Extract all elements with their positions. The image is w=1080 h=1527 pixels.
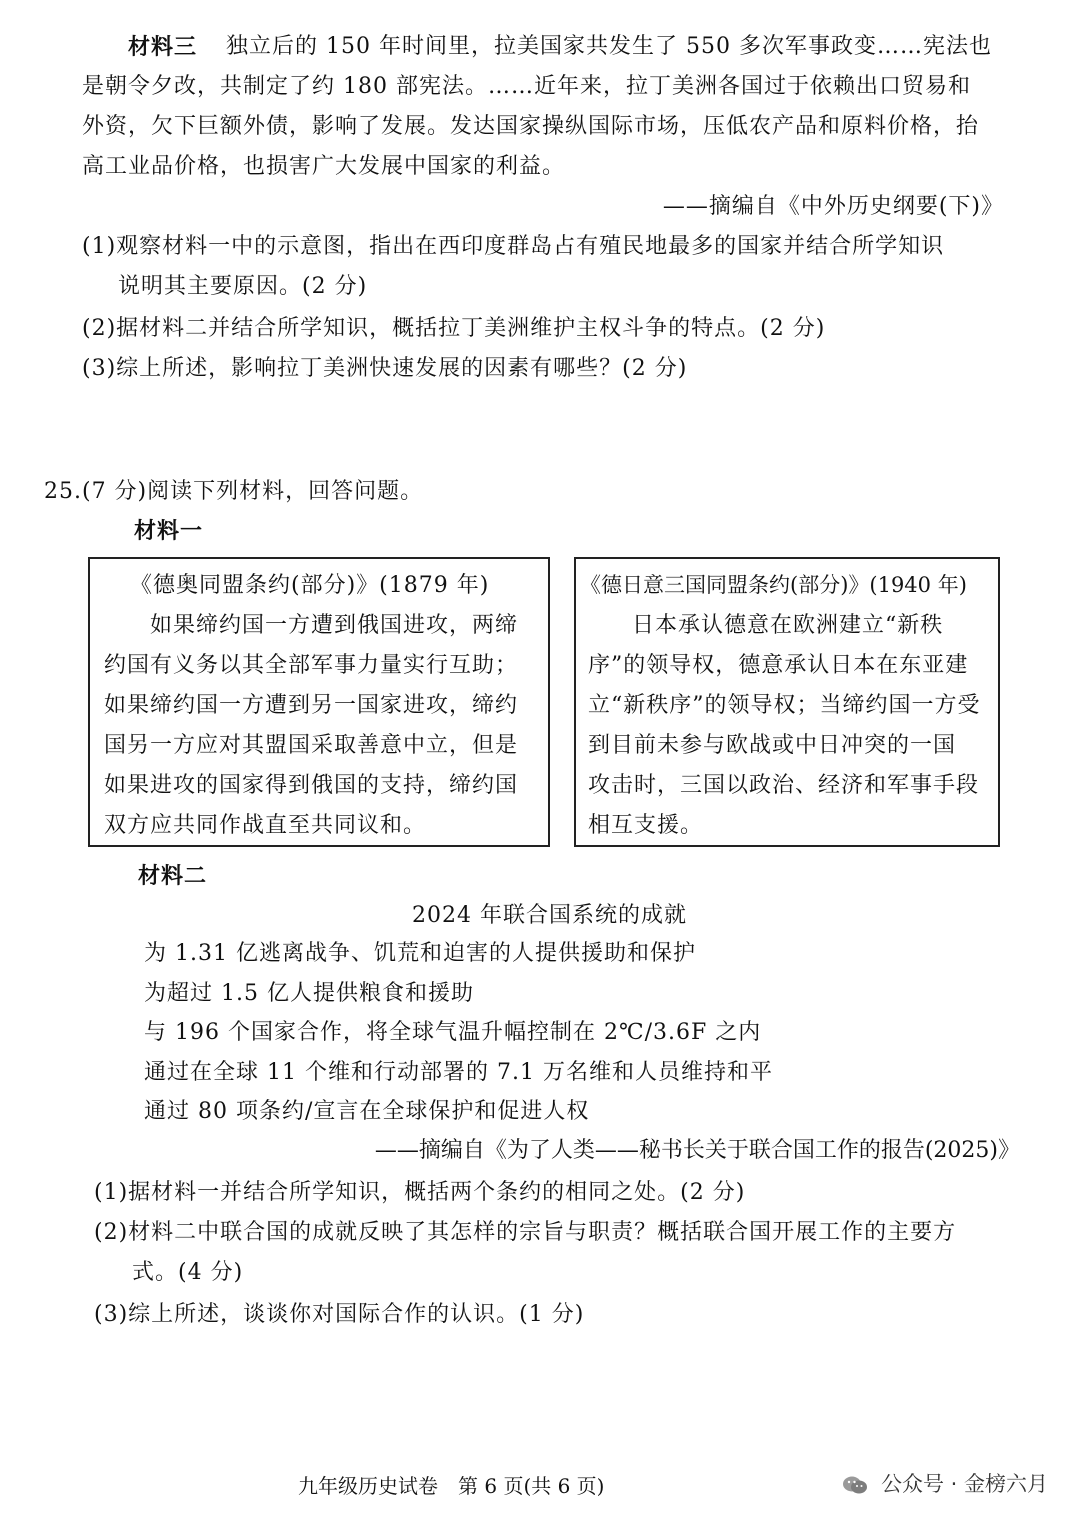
treaty-1-line: 如果进攻的国家得到俄国的支持，缔约国 [104, 773, 519, 798]
material-2-item: 为超过 1.5 亿人提供粮食和援助 [144, 981, 474, 1006]
treaty-2-line: 攻击时，三国以政治、经济和军事手段 [588, 773, 980, 798]
material-2-title: 2024 年联合国系统的成就 [412, 903, 687, 928]
treaty-2-line: 序”的领导权，德意承认日本在东亚建 [588, 653, 969, 678]
treaty-2-line: 到目前未参与欧战或中日冲突的一国 [588, 733, 957, 758]
question-24-2: (2)据材料二并结合所学知识，概括拉丁美洲维护主权斗争的特点。(2 分) [82, 316, 826, 341]
treaty-1-line: 如果缔约国一方遭到另一国家进攻，缔约 [104, 693, 519, 718]
treaty-2-line: 立“新秩序”的领导权；当缔约国一方受 [588, 693, 981, 718]
material-3-line: 独立后的 150 年时间里，拉美国家共发生了 550 多次军事政变……宪法也 [226, 34, 992, 59]
page-footer: 九年级历史试卷 第 6 页(共 6 页) [298, 1474, 605, 1498]
material-2-item: 通过 80 项条约/宣言在全球保护和促进人权 [144, 1099, 590, 1124]
question-25-3: (3)综上所述，谈谈你对国际合作的认识。(1 分) [94, 1302, 585, 1327]
treaty-1-line: 约国有义务以其全部军事力量实行互助； [104, 653, 519, 678]
material-3-line: 外资，欠下巨额外债，影响了发展。发达国家操纵国际市场，压低农产品和原料价格，抬 [82, 114, 980, 139]
treaty-box-2 [574, 557, 1000, 847]
treaty-2-line: 日本承认德意在欧洲建立“新秩 [632, 613, 944, 638]
material-2-item: 与 196 个国家合作，将全球气温升幅控制在 2℃/3.6F 之内 [144, 1020, 762, 1045]
treaty-1-title: 《德奥同盟条约(部分)》(1879 年) [130, 573, 490, 598]
material-2-source: ——摘编自《为了人类——秘书长关于联合国工作的报告(2025)》 [374, 1138, 1020, 1163]
watermark [842, 1468, 1048, 1498]
question-25-header: 25.(7 分)阅读下列材料，回答问题。 [44, 479, 424, 504]
question-24-1: (1)观察材料一中的示意图，指出在西印度群岛占有殖民地最多的国家并结合所学知识 [82, 234, 945, 259]
material-3-line: 是朝令夕改，共制定了约 180 部宪法。……近年来，拉丁美洲各国过于依赖出口贸易和 [82, 74, 971, 99]
question-24-1-cont: 说明其主要原因。(2 分) [118, 274, 368, 299]
question-25-2-cont: 式。(4 分) [132, 1260, 244, 1285]
wechat-icon [842, 1475, 868, 1495]
treaty-1-line: 如果缔约国一方遭到俄国进攻，两缔 [150, 613, 519, 638]
question-24-3: (3)综上所述，影响拉丁美洲快速发展的因素有哪些？(2 分) [82, 356, 688, 381]
treaty-1-line: 双方应共同作战直至共同议和。 [104, 813, 427, 838]
watermark-text: 公众号 · 金榜六月 [880, 1472, 1048, 1496]
material-3-line: 高工业品价格，也损害广大发展中国家的利益。 [82, 154, 566, 179]
treaty-2-line: 相互支援。 [588, 813, 704, 838]
material-2-item: 通过在全球 11 个维和行动部署的 7.1 万名维和人员维持和平 [144, 1060, 773, 1085]
material-3-source: ——摘编自《中外历史纲要(下)》 [662, 194, 1004, 219]
material-3-label: 材料三 [128, 34, 198, 60]
material-2-label: 材料二 [138, 863, 208, 889]
treaty-box-1 [88, 557, 550, 847]
material-2-item: 为 1.31 亿逃离战争、饥荒和迫害的人提供援助和保护 [144, 941, 696, 966]
treaty-1-line: 国另一方应对其盟国采取善意中立，但是 [104, 733, 519, 758]
treaty-2-title: 《德日意三国同盟条约(部分)》(1940 年) [580, 573, 967, 597]
material-1-label: 材料一 [134, 518, 204, 544]
question-25-2: (2)材料二中联合国的成就反映了其怎样的宗旨与职责？概括联合国开展工作的主要方 [94, 1220, 957, 1245]
question-25-1: (1)据材料一并结合所学知识，概括两个条约的相同之处。(2 分) [94, 1180, 746, 1205]
